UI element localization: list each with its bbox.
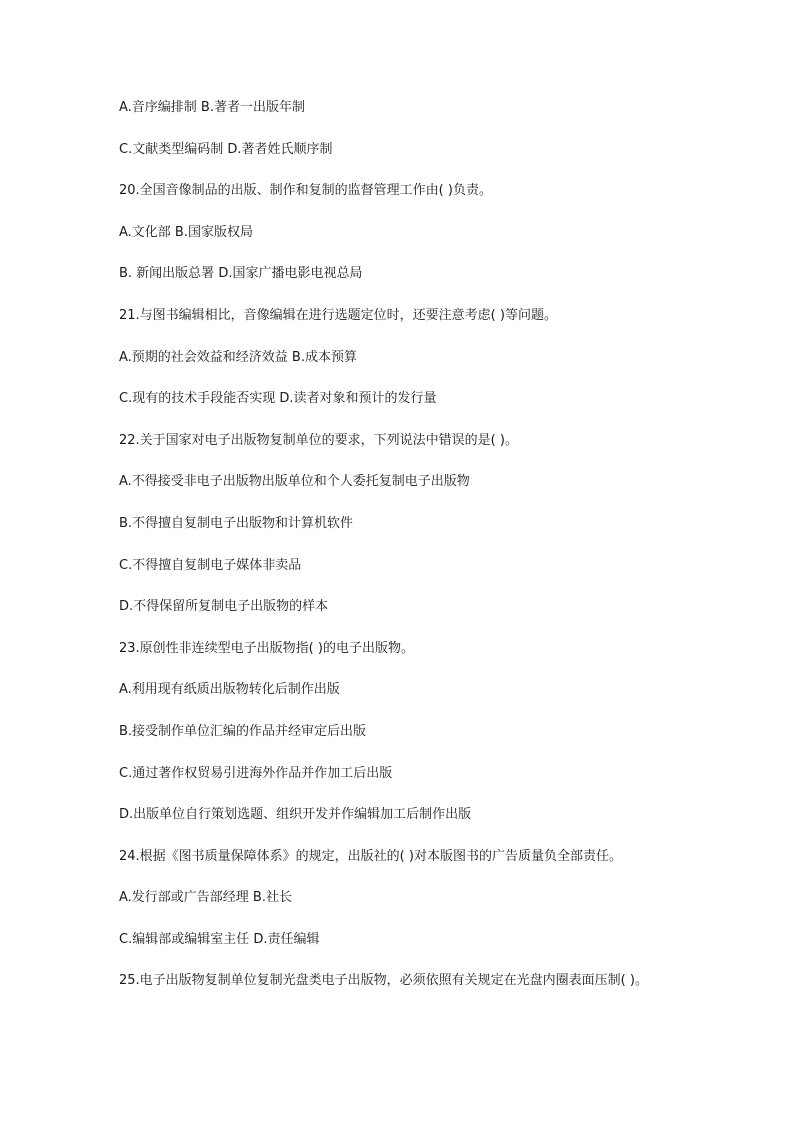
option-line: C.不得擅自复制电子媒体非卖品 bbox=[119, 557, 302, 573]
option-line: A.不得接受非电子出版物出版单位和个人委托复制电子出版物 bbox=[119, 474, 470, 490]
question-line: 22.关于国家对电子出版物复制单位的要求，下列说法中错误的是( )。 bbox=[119, 432, 518, 448]
question-line: 24.根据《图书质量保障体系》的规定，出版社的( )对本版图书的广告质量负全部责任。 bbox=[119, 848, 622, 864]
option-line: B.接受制作单位汇编的作品并经审定后出版 bbox=[119, 723, 367, 739]
question-text-block bbox=[119, 98, 719, 1013]
question-line: 25.电子出版物复制单位复制光盘类电子出版物，必须依照有关规定在光盘内圈表面压制( )。 bbox=[119, 973, 648, 989]
option-line: B.不得擅自复制电子出版物和计算机软件 bbox=[119, 515, 354, 531]
option-line: D.不得保留所复制电子出版物的样本 bbox=[119, 599, 329, 615]
question-line: 20.全国音像制品的出版、制作和复制的监督管理工作由( )负责。 bbox=[119, 183, 492, 199]
option-line: A.音序编排制 B.著者一出版年制 bbox=[119, 100, 305, 115]
option-line: A.文化部 B.国家版权局 bbox=[119, 224, 253, 240]
option-line: C.文献类型编码制 D.著者姓氏顺序制 bbox=[119, 141, 333, 157]
option-line: A.利用现有纸质出版物转化后制作出版 bbox=[119, 682, 340, 698]
question-line: 23.原创性非连续型电子出版物指( )的电子出版物。 bbox=[119, 640, 414, 656]
option-line: C.编辑部或编辑室主任 D.责任编辑 bbox=[119, 931, 320, 947]
option-line: B. 新闻出版总署 D.国家广播电影电视总局 bbox=[119, 266, 363, 282]
option-line: A.预期的社会效益和经济效益 B.成本预算 bbox=[119, 349, 357, 365]
option-line: C.现有的技术手段能否实现 D.读者对象和预计的发行量 bbox=[119, 391, 437, 407]
option-line: A.发行部或广告部经理 B.社长 bbox=[119, 890, 292, 906]
option-line: D.出版单位自行策划选题、组织开发并作编辑加工后制作出版 bbox=[119, 807, 472, 823]
option-line: C.通过著作权贸易引进海外作品并作加工后出版 bbox=[119, 765, 393, 781]
question-line: 21.与图书编辑相比，音像编辑在进行选题定位时，还要注意考虑( )等问题。 bbox=[119, 307, 557, 323]
